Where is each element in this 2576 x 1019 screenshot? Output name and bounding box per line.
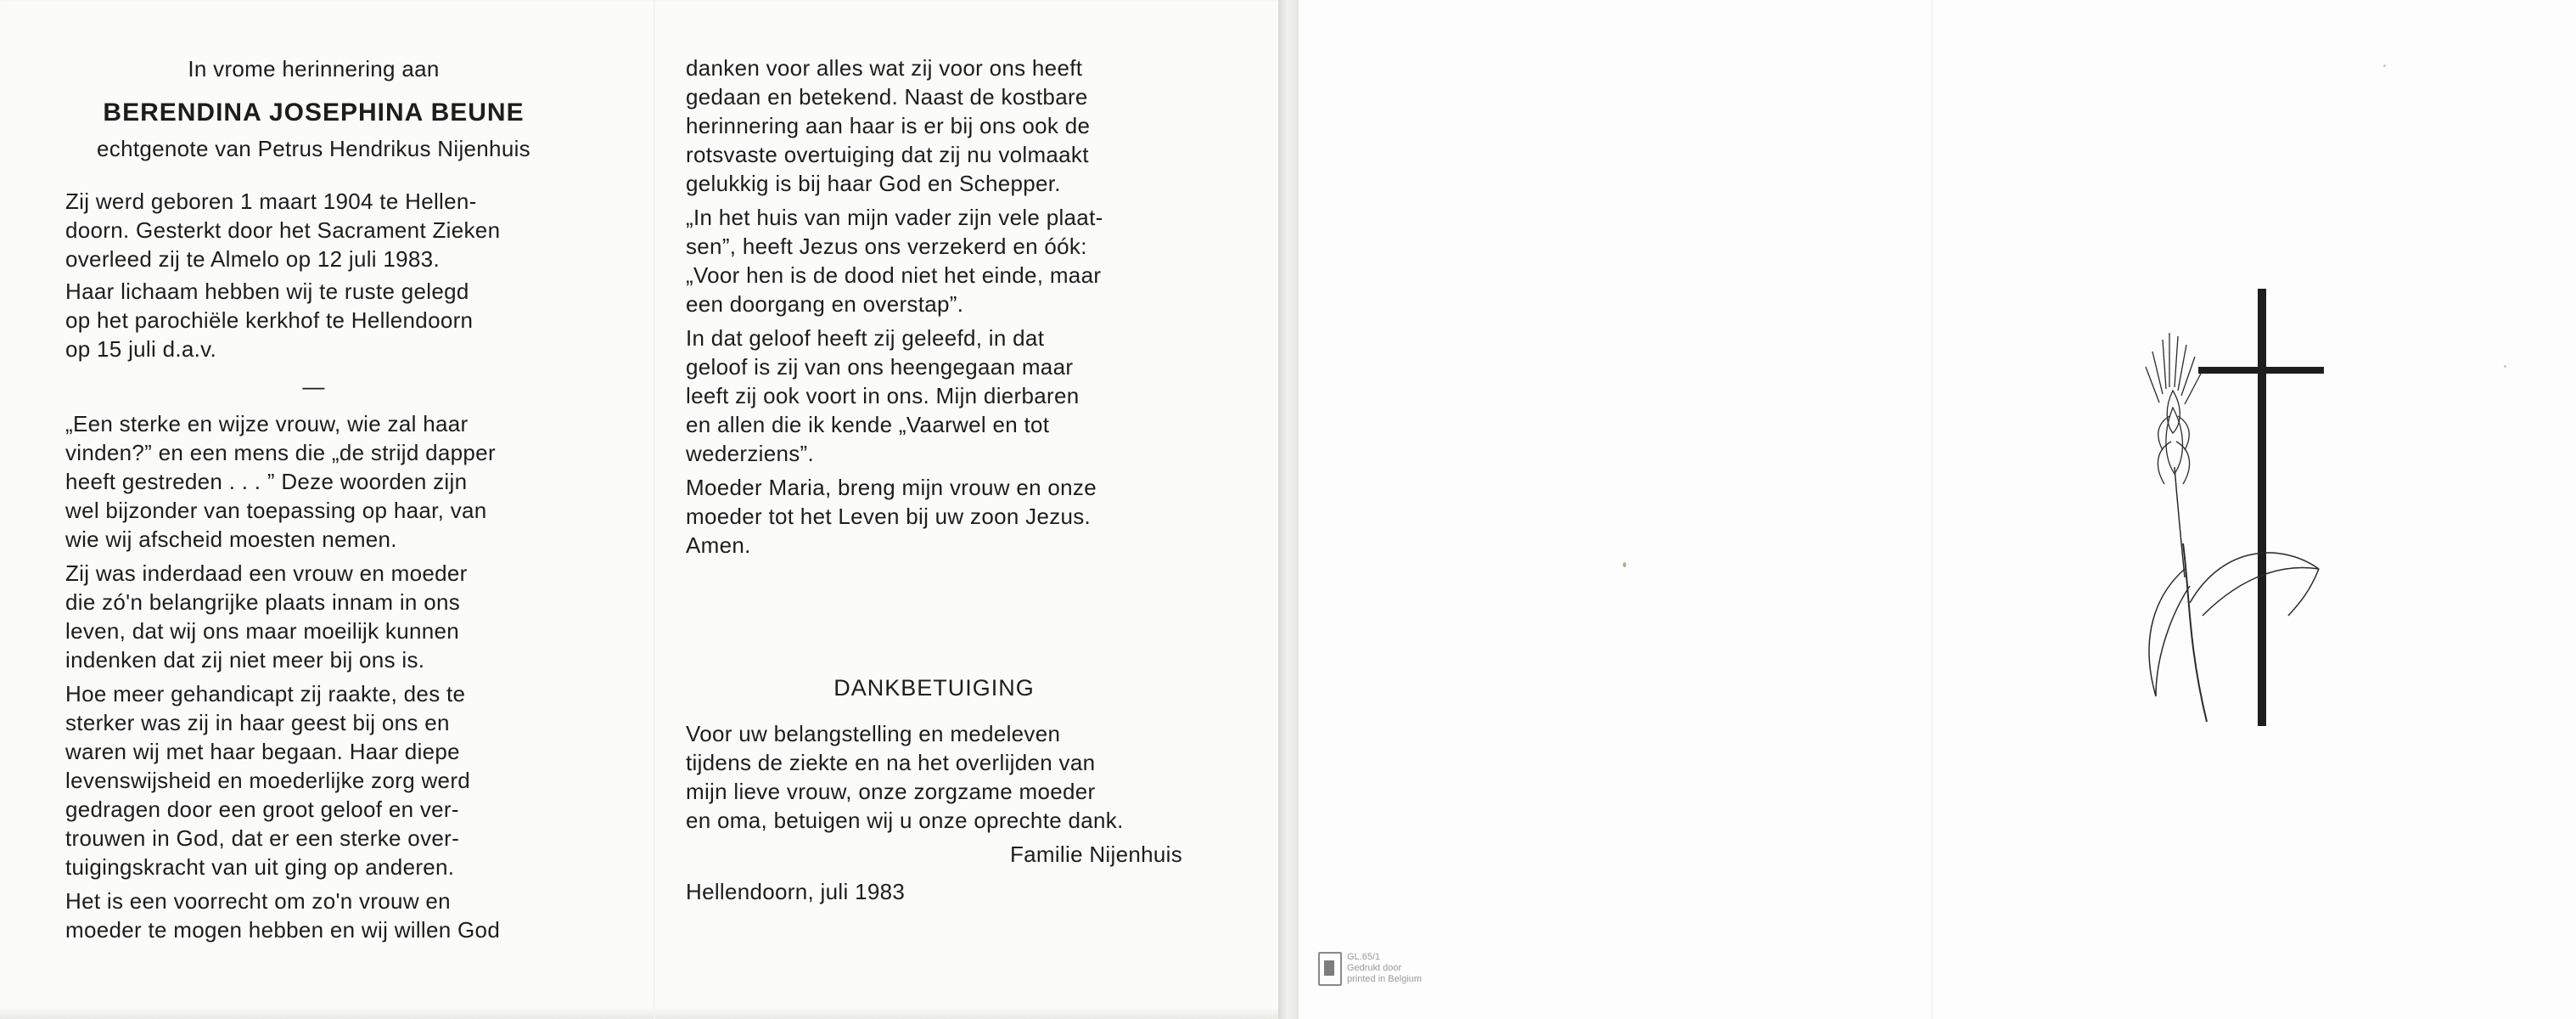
- quote-paragraph: [65, 409, 562, 554]
- printer-line: printed in Belgium: [1347, 974, 1423, 984]
- text-line: een doorgang en overstap”.: [686, 291, 964, 317]
- text-line: herinnering aan haar is er bij ons ook de: [686, 113, 1091, 138]
- text-line: waren wij met haar begaan. Haar diepe: [65, 739, 460, 764]
- deceased-name: BERENDINA JOSEPHINA BEUNE: [103, 99, 525, 127]
- paper-speck: [2504, 365, 2506, 368]
- text-line: doorn. Gesterkt door het Sacrament Zieken: [65, 217, 501, 243]
- memorial-intro: In vrome herinnering aan: [188, 56, 440, 82]
- text-line: Voor uw belangstelling en medeleven: [686, 721, 1061, 746]
- text-line: en oma, betuigen wij u onze oprechte dank.: [686, 808, 1124, 833]
- text-line: trouwen in God, dat er een sterke over-: [65, 825, 460, 851]
- place-date: Hellendoorn, juli 1983: [686, 879, 906, 904]
- printer-logo-icon: [1318, 952, 1342, 986]
- text-line: overleed zij te Almelo op 12 juli 1983.: [65, 246, 440, 272]
- printer-code: GL.65/1: [1347, 952, 1381, 962]
- paper-speck: [2383, 65, 2386, 67]
- thanks-heading: DANKBETUIGING: [833, 675, 1035, 701]
- privilege-paragraph: [65, 887, 562, 944]
- text-line: „Voor hen is de dood niet het einde, maar: [686, 262, 1102, 288]
- text-line: vinden?” en een mens die „de strijd dapper: [65, 440, 496, 465]
- text-line: gelukkig is bij haar God en Schepper.: [686, 171, 1061, 196]
- text-line: wel bijzonder van toepassing op haar, van: [65, 498, 487, 523]
- middle-page: [686, 53, 1182, 906]
- thanks-paragraph: [686, 719, 1182, 835]
- gratitude-paragraph: [686, 53, 1182, 198]
- text-line: en allen die ik kende „Vaarwel en tot: [686, 412, 1050, 437]
- family-signature: Familie Nijenhuis: [1009, 842, 1182, 867]
- printer-line: Gedrukt door: [1347, 963, 1402, 973]
- text-line: gedragen door een groot geloof en ver-: [65, 797, 459, 822]
- paper-speck: [1623, 562, 1626, 567]
- back-fold-line: [1931, 0, 1933, 1019]
- birth-death-paragraph: [65, 187, 562, 273]
- prayer-paragraph: [686, 473, 1182, 560]
- scripture-paragraph: [686, 203, 1182, 318]
- text-line: Het is een voorrecht om zo'n vrouw en: [65, 888, 451, 914]
- text-line: moeder tot het Leven bij uw zoon Jezus.: [686, 504, 1092, 529]
- text-line: In dat geloof heeft zij geleefd, in dat: [686, 325, 1045, 351]
- text-line: moeder te mogen hebben en wij willen God: [65, 917, 501, 943]
- text-line: leeft zij ook voort in ons. Mijn dierbaren: [686, 383, 1080, 408]
- text-line: Moeder Maria, breng mijn vrouw en onze: [686, 475, 1097, 500]
- text-line: geloof is zij van ons heengegaan maar: [686, 354, 1074, 380]
- card-gap: [1278, 0, 1299, 1019]
- text-line: „In het huis van mijn vader zijn vele plaat-: [686, 205, 1103, 230]
- text-line: danken voor alles wat zij voor ons heeft: [686, 55, 1083, 81]
- text-line: indenken dat zij niet meer bij ons is.: [65, 647, 425, 673]
- burial-paragraph: [65, 277, 562, 363]
- inside-fold-line: [654, 0, 655, 1019]
- text-line: levenswijsheid en moederlijke zorg werd: [65, 768, 471, 793]
- text-line: Haar lichaam hebben wij te ruste gelegd: [65, 279, 469, 304]
- text-line: mijn lieve vrouw, onze zorgzame moeder: [686, 779, 1096, 804]
- text-line: rotsvaste overtuiging dat zij nu volmaakt: [686, 142, 1089, 167]
- printer-mark: [1318, 949, 1454, 991]
- text-line: Zij was inderdaad een vrouw en moeder: [65, 560, 468, 586]
- text-line: heeft gestreden . . . ” Deze woorden zijn: [65, 469, 468, 494]
- text-line: wederziens”.: [686, 441, 814, 466]
- back-card: [1292, 0, 2576, 1019]
- text-line: leven, dat wij ons maar moeilijk kunnen: [65, 618, 460, 644]
- section-divider: —: [302, 374, 325, 399]
- text-line: tuigingskracht van uit ging op anderen.: [65, 854, 455, 880]
- text-line: „Een sterke en wijze vrouw, wie zal haar: [65, 411, 469, 436]
- text-line: sterker was zij in haar geest bij ons en: [65, 710, 450, 735]
- text-line: Zij werd geboren 1 maart 1904 te Hellen-: [65, 189, 477, 214]
- cross-with-wheat-icon: [2122, 289, 2334, 730]
- text-line: tijdens de ziekte en na het overlijden van: [686, 750, 1096, 775]
- text-line: op het parochiële kerkhof te Hellendoorn: [65, 307, 474, 333]
- mother-paragraph: [65, 559, 562, 674]
- text-line: Amen.: [686, 532, 751, 558]
- left-page: [65, 0, 562, 944]
- text-line: die zó'n belangrijke plaats innam in ons: [65, 589, 461, 615]
- text-line: gedaan en betekend. Naast de kostbare: [686, 84, 1088, 110]
- farewell-paragraph: [686, 324, 1182, 468]
- text-line: sen”, heeft Jezus ons verzekerd en óók:: [686, 234, 1087, 259]
- text-line: wie wij afscheid moesten nemen.: [65, 526, 397, 552]
- text-line: Hoe meer gehandicapt zij raakte, des te: [65, 681, 466, 707]
- faith-paragraph: [65, 679, 562, 881]
- spouse-line: echtgenote van Petrus Hendrikus Nijenhuis: [97, 136, 530, 161]
- printer-text: [1347, 952, 1422, 985]
- text-line: op 15 juli d.a.v.: [65, 336, 217, 362]
- card-bottom-edge: [0, 1007, 1278, 1019]
